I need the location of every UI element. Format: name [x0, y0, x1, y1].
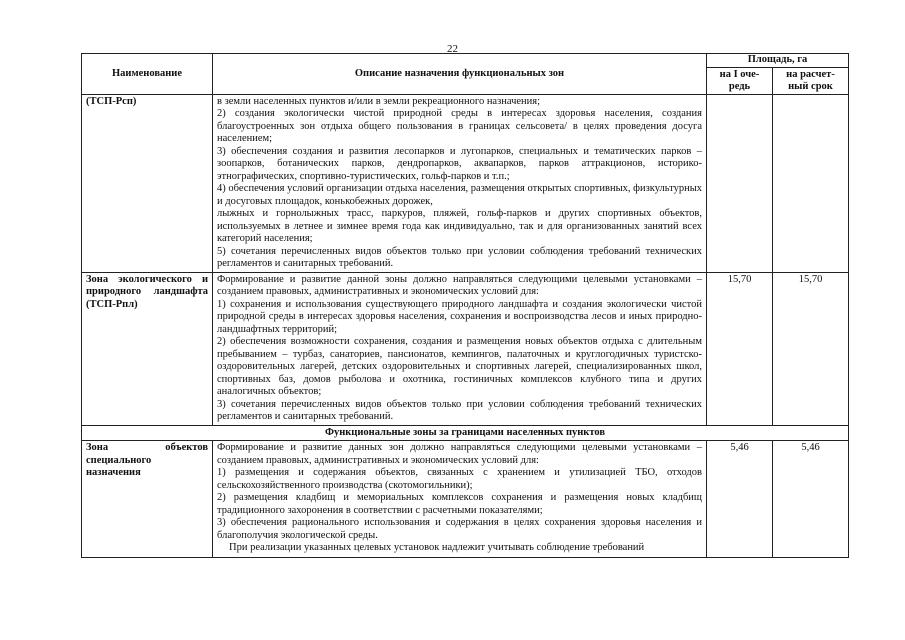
table-row — [82, 441, 849, 558]
table-row — [82, 94, 849, 272]
description-paragraph: 2) размещения кладбищ и мемориальных комплексов сохранения и размещения новых кладбищ традиционного захоронения в соответствии с расчетными показателями; — [217, 492, 702, 516]
description-paragraph: 1) размещения и содержания объектов, связанных с хранением и утилизацией ТБО, отходов сельскохозяйственного производства (скотомогильники); — [217, 467, 702, 491]
header-area: Площадь, га — [707, 54, 849, 68]
table-row — [82, 272, 849, 425]
zone-description — [213, 94, 707, 272]
header-row — [82, 54, 849, 68]
zone-name: (ТСП-Рсп) — [82, 94, 213, 272]
description-paragraph: Формирование и развитие данной зоны должно направляться следующими целевыми установками – созданием правовых, административных и экономических условий для: — [217, 273, 702, 297]
estimated-term-value: 5,46 — [773, 441, 849, 558]
description-paragraph: лыжных и горнолыжных трасс, паркуров, пляжей, гольф-парков и других спортивных объектов, используемых в летнее и зимнее время года как индивидуально, так и для организованных занятий всех категорий населения; — [217, 208, 702, 244]
description-paragraph: 1) сохранения и использования существующего природного ландшафта и создания экологически чистой природной среды в интересах здоровья населения, сохранения и воспроизводства лесов и иных природно-ландшафтных территорий; — [217, 298, 702, 335]
zone-name: Зона объектов специального назначения — [82, 441, 213, 558]
header-first-stage: на I оче- редь — [707, 67, 773, 94]
description-paragraph: 3) сочетания перечисленных видов объектов только при условии соблюдения требований технических регламентов и санитарных требований. — [217, 398, 702, 422]
page-number: 22 — [447, 43, 458, 55]
header-estimated-term: на расчет- ный срок — [773, 67, 849, 94]
header-description: Описание назначения функциональных зон — [213, 54, 707, 95]
estimated-term-value — [773, 94, 849, 272]
description-paragraph: 3) обеспечения создания и развития лесопарков и лугопарков, специальных и тематических парков – зоопарков, ботанических парков, дендропарков, аквапарков, парков аттракционов, историко-этнографических, спортивно-туристических, гольф-парков и т.п.; — [217, 145, 702, 182]
zone-description — [213, 272, 707, 425]
description-paragraph: 4) обеспечения условий организации отдыха населения, размещения открытых спортивных, физкультурных и досуговых площадок, конькобежных дорожек, — [217, 183, 702, 207]
description-paragraph: Формирование и развитие данных зон должно направляться следующими целевыми установками – созданием правовых, административных и экономических условий для: — [217, 442, 702, 466]
description-paragraph: 5) сочетания перечисленных видов объектов только при условии соблюдения требований технических регламентов и санитарных требований. — [217, 245, 702, 269]
first-stage-value: 5,46 — [707, 441, 773, 558]
zone-name: Зона экологического и природного ландшафта (ТСП-Рпл) — [82, 272, 213, 425]
zone-description — [213, 441, 707, 558]
description-paragraph: 3) обеспечения рационального использования и содержания в целях сохранения здоровья населения и благополучия экологической среды. — [217, 517, 702, 541]
description-paragraph: При реализации указанных целевых установок надлежит учитывать соблюдение требований — [229, 542, 645, 553]
first-stage-value — [707, 94, 773, 272]
section-title: Функциональные зоны за границами населенных пунктов — [82, 425, 849, 441]
header-name: Наименование — [82, 54, 213, 95]
estimated-term-value: 15,70 — [773, 272, 849, 425]
description-paragraph: в земли населенных пунктов и/или в земли рекреационного назначения; — [217, 95, 541, 107]
first-stage-value: 15,70 — [707, 272, 773, 425]
description-paragraph: 2) обеспечения возможности сохранения, создания и размещения новых объектов отдыха с длительным пребыванием – турбаз, санаториев, пансионатов, кемпингов, палаточных и круглогодичных туристско-оздоровительных лагерей, детских оздоровительных и спортивных лагерей, специализированных школ, спортивных баз, домов рыболова и охотника, гостиничных комплексов клубного типа и других аналогичных объектов; — [217, 336, 702, 397]
section-header-row — [82, 425, 849, 441]
description-paragraph: 2) создания экологически чистой природной среды в интересах здоровья населения, создания благоустроенных зон отдыха общего пользования в границах сельсовета/ в целях проведения досуга населением; — [217, 108, 702, 144]
zones-table — [81, 53, 849, 558]
